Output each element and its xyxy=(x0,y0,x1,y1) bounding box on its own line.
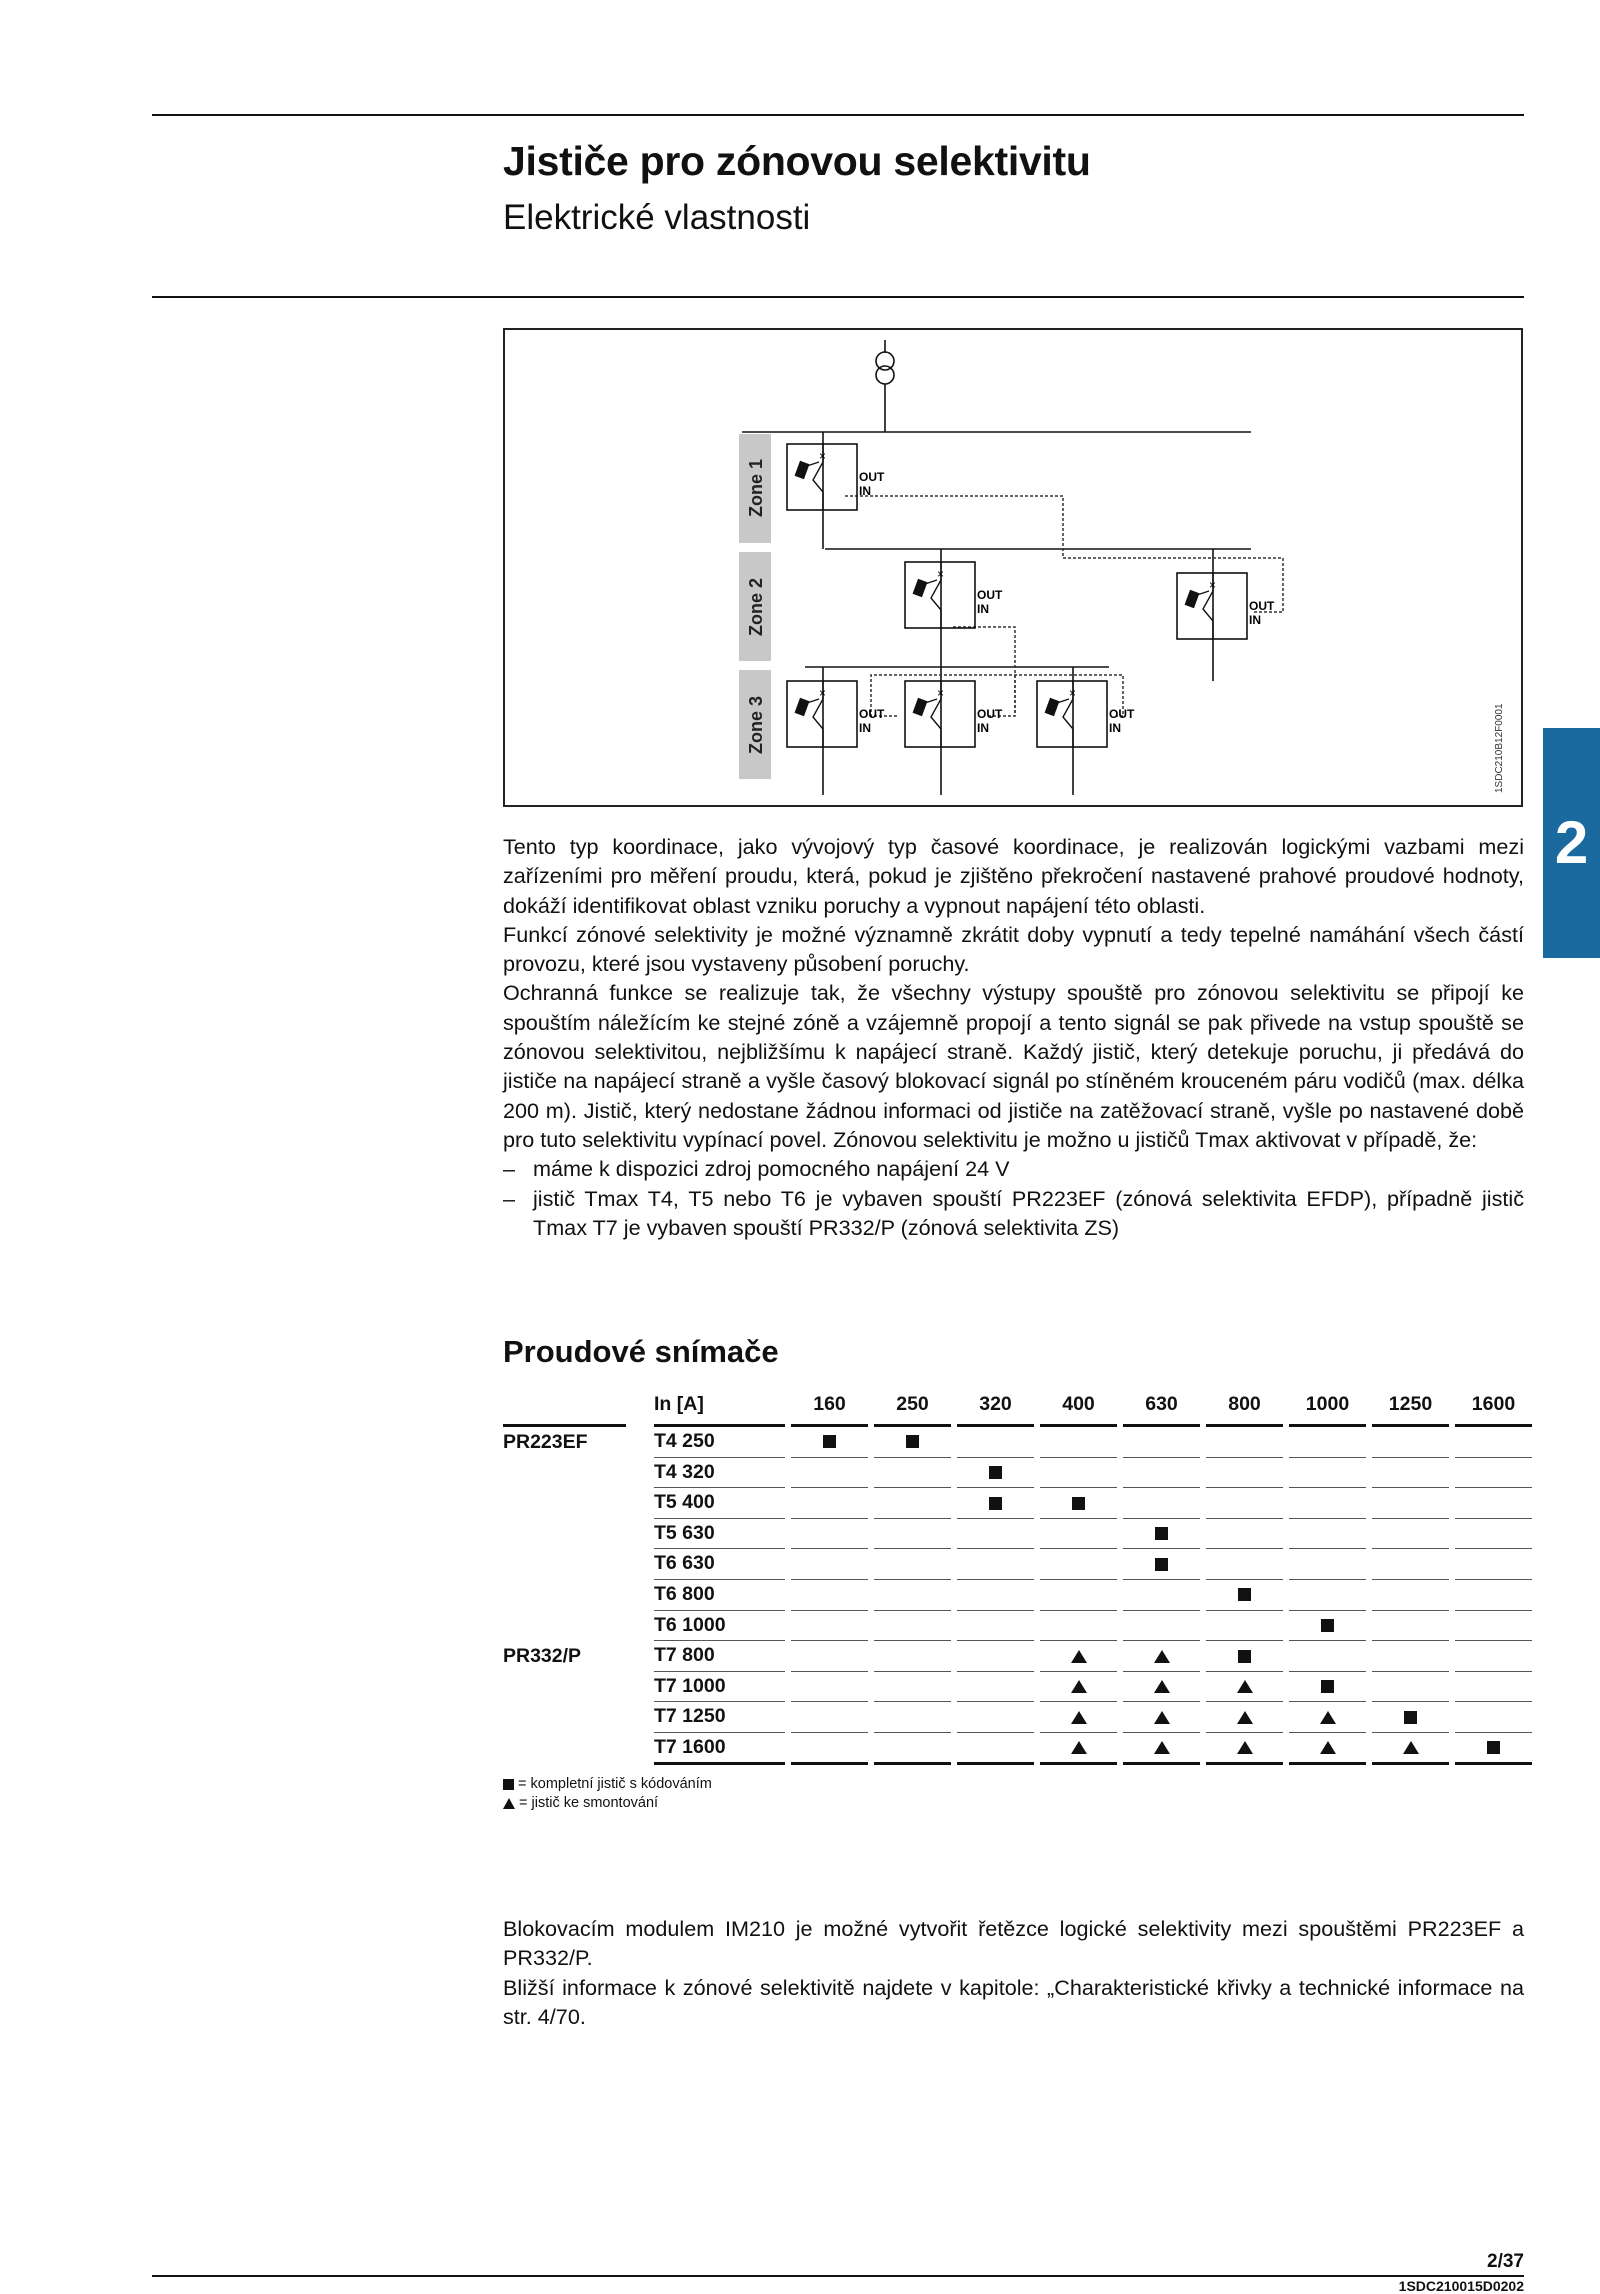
triangle-icon xyxy=(1071,1680,1087,1693)
legend-triangle-text: = jistič ke smontování xyxy=(519,1795,659,1811)
condition-list xyxy=(503,1154,1524,1242)
availability-cell xyxy=(1037,1641,1120,1672)
availability-cell xyxy=(788,1702,871,1733)
availability-cell xyxy=(1203,1549,1286,1580)
availability-cell xyxy=(1120,1611,1203,1642)
availability-cell xyxy=(1452,1427,1535,1458)
out-label: OUT xyxy=(859,707,885,721)
table-row xyxy=(503,1519,1535,1550)
release-cell xyxy=(503,1488,646,1519)
release-header xyxy=(503,1384,646,1427)
svg-text:×: × xyxy=(937,567,945,581)
rating-column-header: 320 xyxy=(954,1384,1037,1427)
availability-cell xyxy=(1037,1519,1120,1550)
paragraph: Bližší informace k zónové selektivitě najdete v kapitole: „Charakteristické křivky a technické informace na str. 4/70. xyxy=(503,1974,1524,2029)
table-row xyxy=(503,1427,1535,1458)
breaker-type-cell: T4 250 xyxy=(646,1427,788,1458)
legend-item xyxy=(503,1794,712,1813)
release-cell xyxy=(503,1519,646,1550)
circuit-breaker-icon xyxy=(1037,681,1135,747)
svg-text:×: × xyxy=(819,686,827,700)
rating-column-header: 630 xyxy=(1120,1384,1203,1427)
availability-cell xyxy=(871,1427,954,1458)
breaker-type-cell: T5 400 xyxy=(646,1488,788,1519)
triangle-icon xyxy=(1320,1711,1336,1724)
availability-cell xyxy=(1452,1611,1535,1642)
availability-cell xyxy=(1286,1641,1369,1672)
triangle-icon xyxy=(503,1798,515,1809)
availability-cell xyxy=(1369,1488,1452,1519)
paragraph: Tento typ koordinace, jako vývojový typ časové koordinace, je realizován logickými vazbami mezi zařízeními pro měření proudu, která, pokud je zjištěno překročení nastavené prahové proudové hodnoty, dokáží identifikovat oblast vzniku poruchy a vypnout napájení této oblasti. xyxy=(503,834,1524,918)
availability-cell xyxy=(1203,1733,1286,1765)
breaker-type-cell: T7 800 xyxy=(646,1641,788,1672)
rating-column-header: 800 xyxy=(1203,1384,1286,1427)
square-icon xyxy=(1072,1497,1085,1510)
square-icon xyxy=(1155,1558,1168,1571)
availability-cell xyxy=(1203,1519,1286,1550)
header-bottom-rule xyxy=(152,296,1524,298)
signal-wire-zone3 xyxy=(953,627,1015,716)
release-cell xyxy=(503,1611,646,1642)
circuit-breaker-icon xyxy=(787,444,885,510)
figure-code: 1SDC210B12F0001 xyxy=(1494,703,1505,793)
availability-cell xyxy=(1286,1519,1369,1550)
availability-cell xyxy=(788,1488,871,1519)
availability-cell xyxy=(1452,1672,1535,1703)
availability-cell xyxy=(1369,1427,1452,1458)
availability-cell xyxy=(954,1733,1037,1765)
document-code: 1SDC210015D0202 xyxy=(1398,2278,1524,2294)
triangle-icon xyxy=(1154,1680,1170,1693)
availability-cell xyxy=(1369,1519,1452,1550)
transformer-icon xyxy=(876,366,894,384)
out-label: OUT xyxy=(1109,707,1135,721)
triangle-icon xyxy=(1154,1650,1170,1663)
availability-cell xyxy=(1037,1458,1120,1489)
rating-column-header: 250 xyxy=(871,1384,954,1427)
availability-cell xyxy=(788,1427,871,1458)
availability-cell xyxy=(871,1702,954,1733)
availability-cell xyxy=(788,1519,871,1550)
table-header-row xyxy=(503,1384,1535,1427)
availability-cell xyxy=(1452,1733,1535,1765)
transformer-icon xyxy=(876,352,894,370)
table-legend xyxy=(503,1775,712,1813)
availability-cell xyxy=(1452,1549,1535,1580)
out-label: OUT xyxy=(1249,599,1275,613)
svg-text:×: × xyxy=(819,449,827,463)
availability-cell xyxy=(1286,1427,1369,1458)
legend-square-text: = kompletní jistič s kódováním xyxy=(518,1776,712,1792)
zone-3-label: Zone 3 xyxy=(746,695,766,755)
release-cell xyxy=(503,1702,646,1733)
availability-cell xyxy=(1369,1611,1452,1642)
availability-cell xyxy=(1037,1580,1120,1611)
availability-cell xyxy=(788,1672,871,1703)
zone-2-label: Zone 2 xyxy=(746,577,766,637)
availability-cell xyxy=(788,1580,871,1611)
availability-cell xyxy=(1037,1672,1120,1703)
availability-cell xyxy=(1203,1641,1286,1672)
top-rule xyxy=(152,114,1524,116)
availability-cell xyxy=(1120,1580,1203,1611)
triangle-icon xyxy=(1154,1741,1170,1754)
availability-cell xyxy=(1120,1458,1203,1489)
availability-cell xyxy=(1203,1580,1286,1611)
availability-cell xyxy=(954,1641,1037,1672)
table-row xyxy=(503,1549,1535,1580)
availability-cell xyxy=(1120,1733,1203,1765)
zone-selectivity-diagram xyxy=(503,328,1523,807)
signal-wire-zone2 xyxy=(845,496,1283,612)
breaker-type-cell: T5 630 xyxy=(646,1519,788,1550)
circuit-breaker-icon xyxy=(905,562,1003,628)
availability-cell xyxy=(871,1641,954,1672)
paragraph: Blokovacím modulem IM210 je možné vytvořit řetězce logické selektivity mezi spouštěmi PR223EF a PR332/P. xyxy=(503,1916,1524,1971)
square-icon xyxy=(1487,1741,1500,1754)
breaker-type-cell: T7 1250 xyxy=(646,1702,788,1733)
availability-cell xyxy=(871,1611,954,1642)
availability-cell xyxy=(1037,1427,1120,1458)
square-icon xyxy=(503,1779,514,1790)
release-cell xyxy=(503,1549,646,1580)
availability-cell xyxy=(1037,1702,1120,1733)
availability-cell xyxy=(1203,1488,1286,1519)
availability-cell xyxy=(1120,1427,1203,1458)
breaker-type-cell: T7 1000 xyxy=(646,1672,788,1703)
breaker-type-cell: T6 1000 xyxy=(646,1611,788,1642)
availability-cell xyxy=(871,1580,954,1611)
availability-cell xyxy=(871,1672,954,1703)
availability-cell xyxy=(1203,1427,1286,1458)
availability-cell xyxy=(871,1549,954,1580)
release-cell xyxy=(503,1458,646,1489)
table-row xyxy=(503,1458,1535,1489)
availability-cell xyxy=(788,1733,871,1765)
availability-cell xyxy=(954,1519,1037,1550)
availability-cell xyxy=(1120,1641,1203,1672)
availability-cell xyxy=(1120,1488,1203,1519)
in-label: IN xyxy=(1109,721,1121,735)
square-icon xyxy=(989,1497,1002,1510)
availability-cell xyxy=(954,1580,1037,1611)
availability-cell xyxy=(1037,1549,1120,1580)
out-label: OUT xyxy=(977,707,1003,721)
circuit-breaker-icon xyxy=(1177,573,1275,639)
out-label: OUT xyxy=(859,470,885,484)
triangle-icon xyxy=(1237,1680,1253,1693)
availability-cell xyxy=(1369,1733,1452,1765)
availability-cell xyxy=(1203,1611,1286,1642)
table-row xyxy=(503,1702,1535,1733)
breaker-type-cell: T6 630 xyxy=(646,1549,788,1580)
table-row xyxy=(503,1733,1535,1765)
availability-cell xyxy=(1120,1519,1203,1550)
release-cell xyxy=(503,1733,646,1765)
availability-cell xyxy=(1286,1458,1369,1489)
in-label: IN xyxy=(859,484,871,498)
availability-cell xyxy=(1037,1611,1120,1642)
availability-cell xyxy=(1369,1549,1452,1580)
availability-cell xyxy=(1369,1458,1452,1489)
availability-cell xyxy=(1452,1519,1535,1550)
table-heading: Proudové snímače xyxy=(503,1334,779,1369)
availability-cell xyxy=(871,1519,954,1550)
availability-cell xyxy=(1120,1549,1203,1580)
triangle-icon xyxy=(1403,1741,1419,1754)
availability-cell xyxy=(1037,1488,1120,1519)
release-cell: PR332/P xyxy=(503,1644,582,1667)
rating-column-header: 160 xyxy=(788,1384,871,1427)
triangle-icon xyxy=(1237,1741,1253,1754)
availability-cell xyxy=(788,1641,871,1672)
triangle-icon xyxy=(1154,1711,1170,1724)
availability-cell xyxy=(954,1488,1037,1519)
square-icon xyxy=(1238,1588,1251,1601)
chapter-tab: 2 xyxy=(1543,728,1600,958)
availability-cell xyxy=(871,1488,954,1519)
body-text xyxy=(503,832,1524,1242)
availability-cell xyxy=(1286,1733,1369,1765)
availability-cell xyxy=(871,1733,954,1765)
svg-text:×: × xyxy=(937,686,945,700)
page-subtitle: Elektrické vlastnosti xyxy=(503,198,811,237)
square-icon xyxy=(1404,1711,1417,1724)
triangle-icon xyxy=(1071,1741,1087,1754)
availability-cell xyxy=(1286,1488,1369,1519)
availability-cell xyxy=(1452,1702,1535,1733)
triangle-icon xyxy=(1237,1711,1253,1724)
in-label: IN xyxy=(859,721,871,735)
zone-1-label: Zone 1 xyxy=(746,458,766,518)
rating-column-header: 1600 xyxy=(1452,1384,1535,1427)
list-item: – máme k dispozici zdroj pomocného napájení 24 V xyxy=(503,1154,1524,1183)
square-icon xyxy=(823,1435,836,1448)
availability-cell xyxy=(1452,1458,1535,1489)
availability-cell xyxy=(788,1611,871,1642)
availability-cell xyxy=(1286,1702,1369,1733)
footer-rule xyxy=(152,2275,1524,2277)
availability-cell xyxy=(1369,1672,1452,1703)
in-header: In [A] xyxy=(646,1384,788,1427)
availability-cell xyxy=(1286,1611,1369,1642)
in-label: IN xyxy=(977,602,989,616)
release-cell xyxy=(503,1672,646,1703)
table-row xyxy=(503,1611,1535,1642)
availability-cell xyxy=(1203,1672,1286,1703)
rating-column-header: 1000 xyxy=(1286,1384,1369,1427)
breaker-type-cell: T6 800 xyxy=(646,1580,788,1611)
availability-cell xyxy=(788,1549,871,1580)
square-icon xyxy=(1321,1619,1334,1632)
availability-cell xyxy=(1120,1702,1203,1733)
availability-cell xyxy=(1203,1702,1286,1733)
paragraph: Funkcí zónové selektivity je možné významně zkrátit doby vypnutí a tedy tepelné namáhání všech částí provozu, které jsou vystaveny působení poruchy. xyxy=(503,921,1524,977)
availability-cell xyxy=(954,1549,1037,1580)
availability-cell xyxy=(871,1458,954,1489)
availability-cell xyxy=(954,1427,1037,1458)
availability-cell xyxy=(1286,1672,1369,1703)
table-row xyxy=(503,1488,1535,1519)
legend-item xyxy=(503,1775,712,1794)
availability-cell xyxy=(1452,1641,1535,1672)
availability-cell xyxy=(1037,1733,1120,1765)
availability-cell xyxy=(954,1611,1037,1642)
triangle-icon xyxy=(1320,1741,1336,1754)
svg-text:×: × xyxy=(1069,686,1077,700)
diagram-svg xyxy=(505,330,1521,805)
availability-cell xyxy=(954,1672,1037,1703)
availability-cell xyxy=(1369,1702,1452,1733)
rating-column-header: 400 xyxy=(1037,1384,1120,1427)
square-icon xyxy=(1238,1650,1251,1663)
triangle-icon xyxy=(1071,1711,1087,1724)
breaker-type-cell: T4 320 xyxy=(646,1458,788,1489)
availability-cell xyxy=(1452,1580,1535,1611)
table-row xyxy=(503,1641,1535,1672)
availability-cell xyxy=(1120,1672,1203,1703)
current-sensor-table xyxy=(503,1384,1535,1765)
availability-cell xyxy=(1369,1580,1452,1611)
in-label: IN xyxy=(977,721,989,735)
availability-cell xyxy=(1369,1641,1452,1672)
in-label: IN xyxy=(1249,613,1261,627)
availability-cell xyxy=(1203,1458,1286,1489)
square-icon xyxy=(1155,1527,1168,1540)
table-row xyxy=(503,1580,1535,1611)
availability-cell xyxy=(954,1458,1037,1489)
availability-cell xyxy=(788,1458,871,1489)
page-title: Jističe pro zónovou selektivitu xyxy=(503,138,1091,184)
rating-column-header: 1250 xyxy=(1369,1384,1452,1427)
availability-cell xyxy=(1452,1488,1535,1519)
table-row xyxy=(503,1672,1535,1703)
circuit-breaker-icon xyxy=(905,681,1003,747)
list-item: – jistič Tmax T4, T5 nebo T6 je vybaven spouští PR223EF (zónová selektivita EFDP), případně jistič Tmax T7 je vybaven spouští PR332/P (zónová selektivita ZS) xyxy=(503,1184,1524,1243)
availability-cell xyxy=(954,1702,1037,1733)
out-label: OUT xyxy=(977,588,1003,602)
square-icon xyxy=(906,1435,919,1448)
page-number: 2/37 xyxy=(1487,2251,1524,2272)
availability-cell xyxy=(1286,1580,1369,1611)
square-icon xyxy=(989,1466,1002,1479)
release-cell xyxy=(503,1580,646,1611)
bottom-text xyxy=(503,1914,1524,2031)
square-icon xyxy=(1321,1680,1334,1693)
release-cell: PR223EF xyxy=(503,1430,588,1453)
svg-text:×: × xyxy=(1209,578,1217,592)
breaker-type-cell: T7 1600 xyxy=(646,1733,788,1765)
triangle-icon xyxy=(1071,1650,1087,1663)
paragraph: Ochranná funkce se realizuje tak, že všechny výstupy spouště pro zónovou selektivitu se připojí ke spouštím náležícím ke stejné zóně a vzájemně propojí a tento signál se pak přivede na vstup spouště se zónovou selektivitou, nejbližšímu k napájecí straně. Každý jistič, který detekuje poruchu, ji předává do jističe na napájecí straně a vyšle časový blokovací signál po stíněném krouceném páru vodičů (max. délka 200 m). Jistič, který nedostane žádnou informaci od jističe na zatěžovací straně, vyšle po nastavené době pro tuto selektivitu vypínací povel. Zónovou selektivitu je možno u jističů Tmax aktivovat v případě, že: xyxy=(503,980,1524,1152)
availability-cell xyxy=(1286,1549,1369,1580)
